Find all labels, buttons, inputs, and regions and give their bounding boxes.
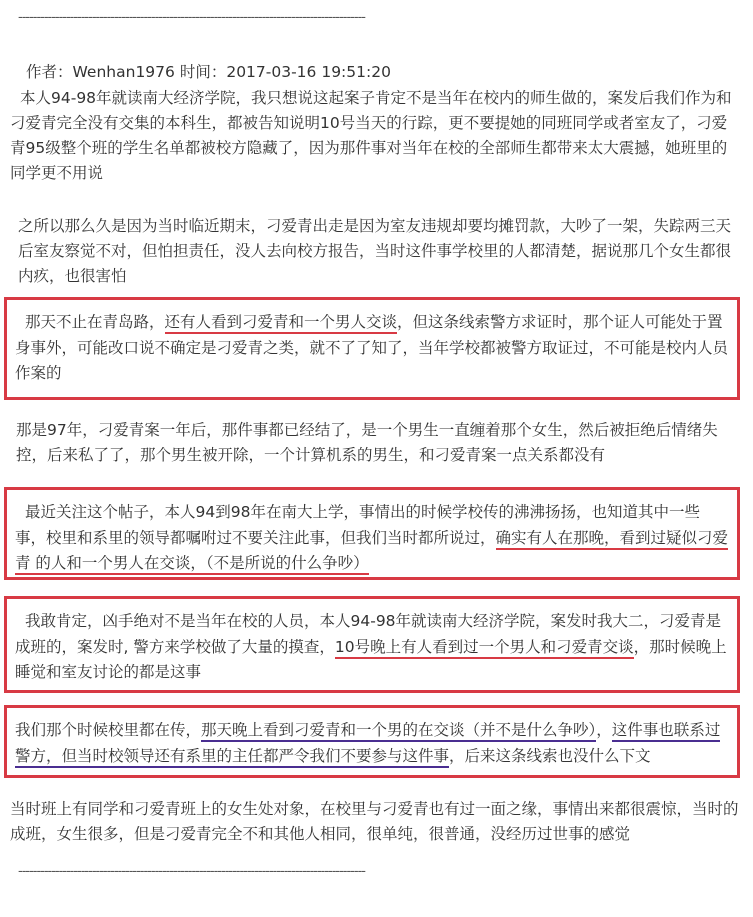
paragraph-3-text: 那是97年，刁爱青案一年后，那件事都已经结了，是一个男生一直缠着那个女生，然后被拒绝后情绪失控，后来私了了，那个男生被开除，一个计算机系的男生，和刁爱青案一点关系都没有	[16, 421, 718, 464]
box-4-text-c: ，后来这条线索也没什么下文	[449, 746, 651, 765]
paragraph-4	[10, 797, 740, 847]
box-1-underline: 还有人看到刁爱青和一个男人交谈	[165, 313, 398, 334]
box-2-underline-2: 疑似刁爱青 的人和一个男人在交谈，（不是所说的什么争吵）	[15, 529, 728, 576]
box-4-underline-2: 这件事也联	[612, 721, 690, 742]
bottom-separator: ----------------------------------------------------------------------------------------------	[18, 864, 365, 879]
top-separator: ----------------------------------------------------------------------------------------------	[18, 10, 365, 25]
box-3-underline: 10号晚上有人看到过一个男人和刁爱青交谈	[335, 638, 634, 659]
box-1-text-a: 那天不止在青岛路，	[25, 313, 165, 331]
box-4-text-b: ，	[596, 721, 612, 739]
box-3-text-b: ，那时候晚上睡觉和室友讨论的都是这事	[15, 637, 727, 681]
time-label: 时间：	[174, 63, 227, 81]
highlight-box-1	[4, 297, 740, 400]
box-1-text-b: ，但这条线索警方求证时，那个证人可能处于置身事外，可能改口说不确定是刁爱青之类，就不了了知了，当年学校都被警方取证过，不可能是校内人员作案的	[15, 313, 729, 382]
box-4-underline-3: 系过 警方，但当时校领导还有系里的主任都严令我们不要参与这件事	[15, 721, 720, 768]
paragraph-2-text: 之所以那么久是因为当时临近期末，刁爱青出走是因为室友违规却要均摊罚款，大吵了一架，失踪两三天后室友察觉不对，但怕担责任，没人去向校方报告，当时这件事学校里的人都清楚，据说那几个女生都很内疚，也很害怕	[18, 217, 732, 285]
highlight-box-3	[4, 596, 740, 693]
author-label: 作者：	[26, 63, 73, 81]
paragraph-1	[10, 86, 735, 186]
paragraph-3	[16, 418, 736, 468]
highlight-box-4	[4, 705, 740, 778]
post-meta	[26, 60, 391, 85]
author-name: Wenhan1976	[72, 63, 175, 81]
paragraph-4-text: 当时班上有同学和刁爱青班上的女生处对象，在校里与刁爱青也有过一面之缘，事情出来都很震惊，当时的成班，女生很多，但是刁爱青完全不和其他人相同，很单纯，很普通，没经历过世事的感觉	[10, 800, 739, 843]
paragraph-1-text: 本人94-98年就读南大经济学院，我只想说这起案子肯定不是当年在校内的师生做的，案发后我们作为和刁爱青完全没有交集的本科生，都被告知说明10号当天的行踪，更不要提她的同班同学或者室友了，刁爱青95级整个班的学生名单都被校方隐藏了，因为那件事对当年在校的全部师生都带来太大震撼，她班里的同学更不用说	[10, 89, 732, 182]
box-2-text-a: 最近关注这个帖子，本人94到98年在南大上学，事情出的时候学校传的沸沸扬扬，也知道其中一些事，校里和系里的领导都嘱咐过不要关注此事，但我们当时都所说过，	[15, 503, 700, 547]
paragraph-2	[18, 214, 733, 289]
box-3-text-a: 我敢肯定，凶手绝对不是当年在校的人员，本人94-98年就读南大经济学院，案发时我大二，刁爱青是成班的，案发时, 警方来学校做了大量的摸查，	[15, 612, 722, 656]
highlight-box-2	[4, 487, 740, 580]
post-time: 2017-03-16 19:51:20	[226, 63, 391, 81]
box-4-underline-1: 那天晚上看到刁爱青和一个男的在交谈（并不是什么争吵）	[201, 721, 596, 742]
box-4-text-a: 我们那个时候校里都在传，	[15, 721, 202, 739]
box-2-underline-1: 确实有人在那晚，看到过	[496, 529, 667, 550]
